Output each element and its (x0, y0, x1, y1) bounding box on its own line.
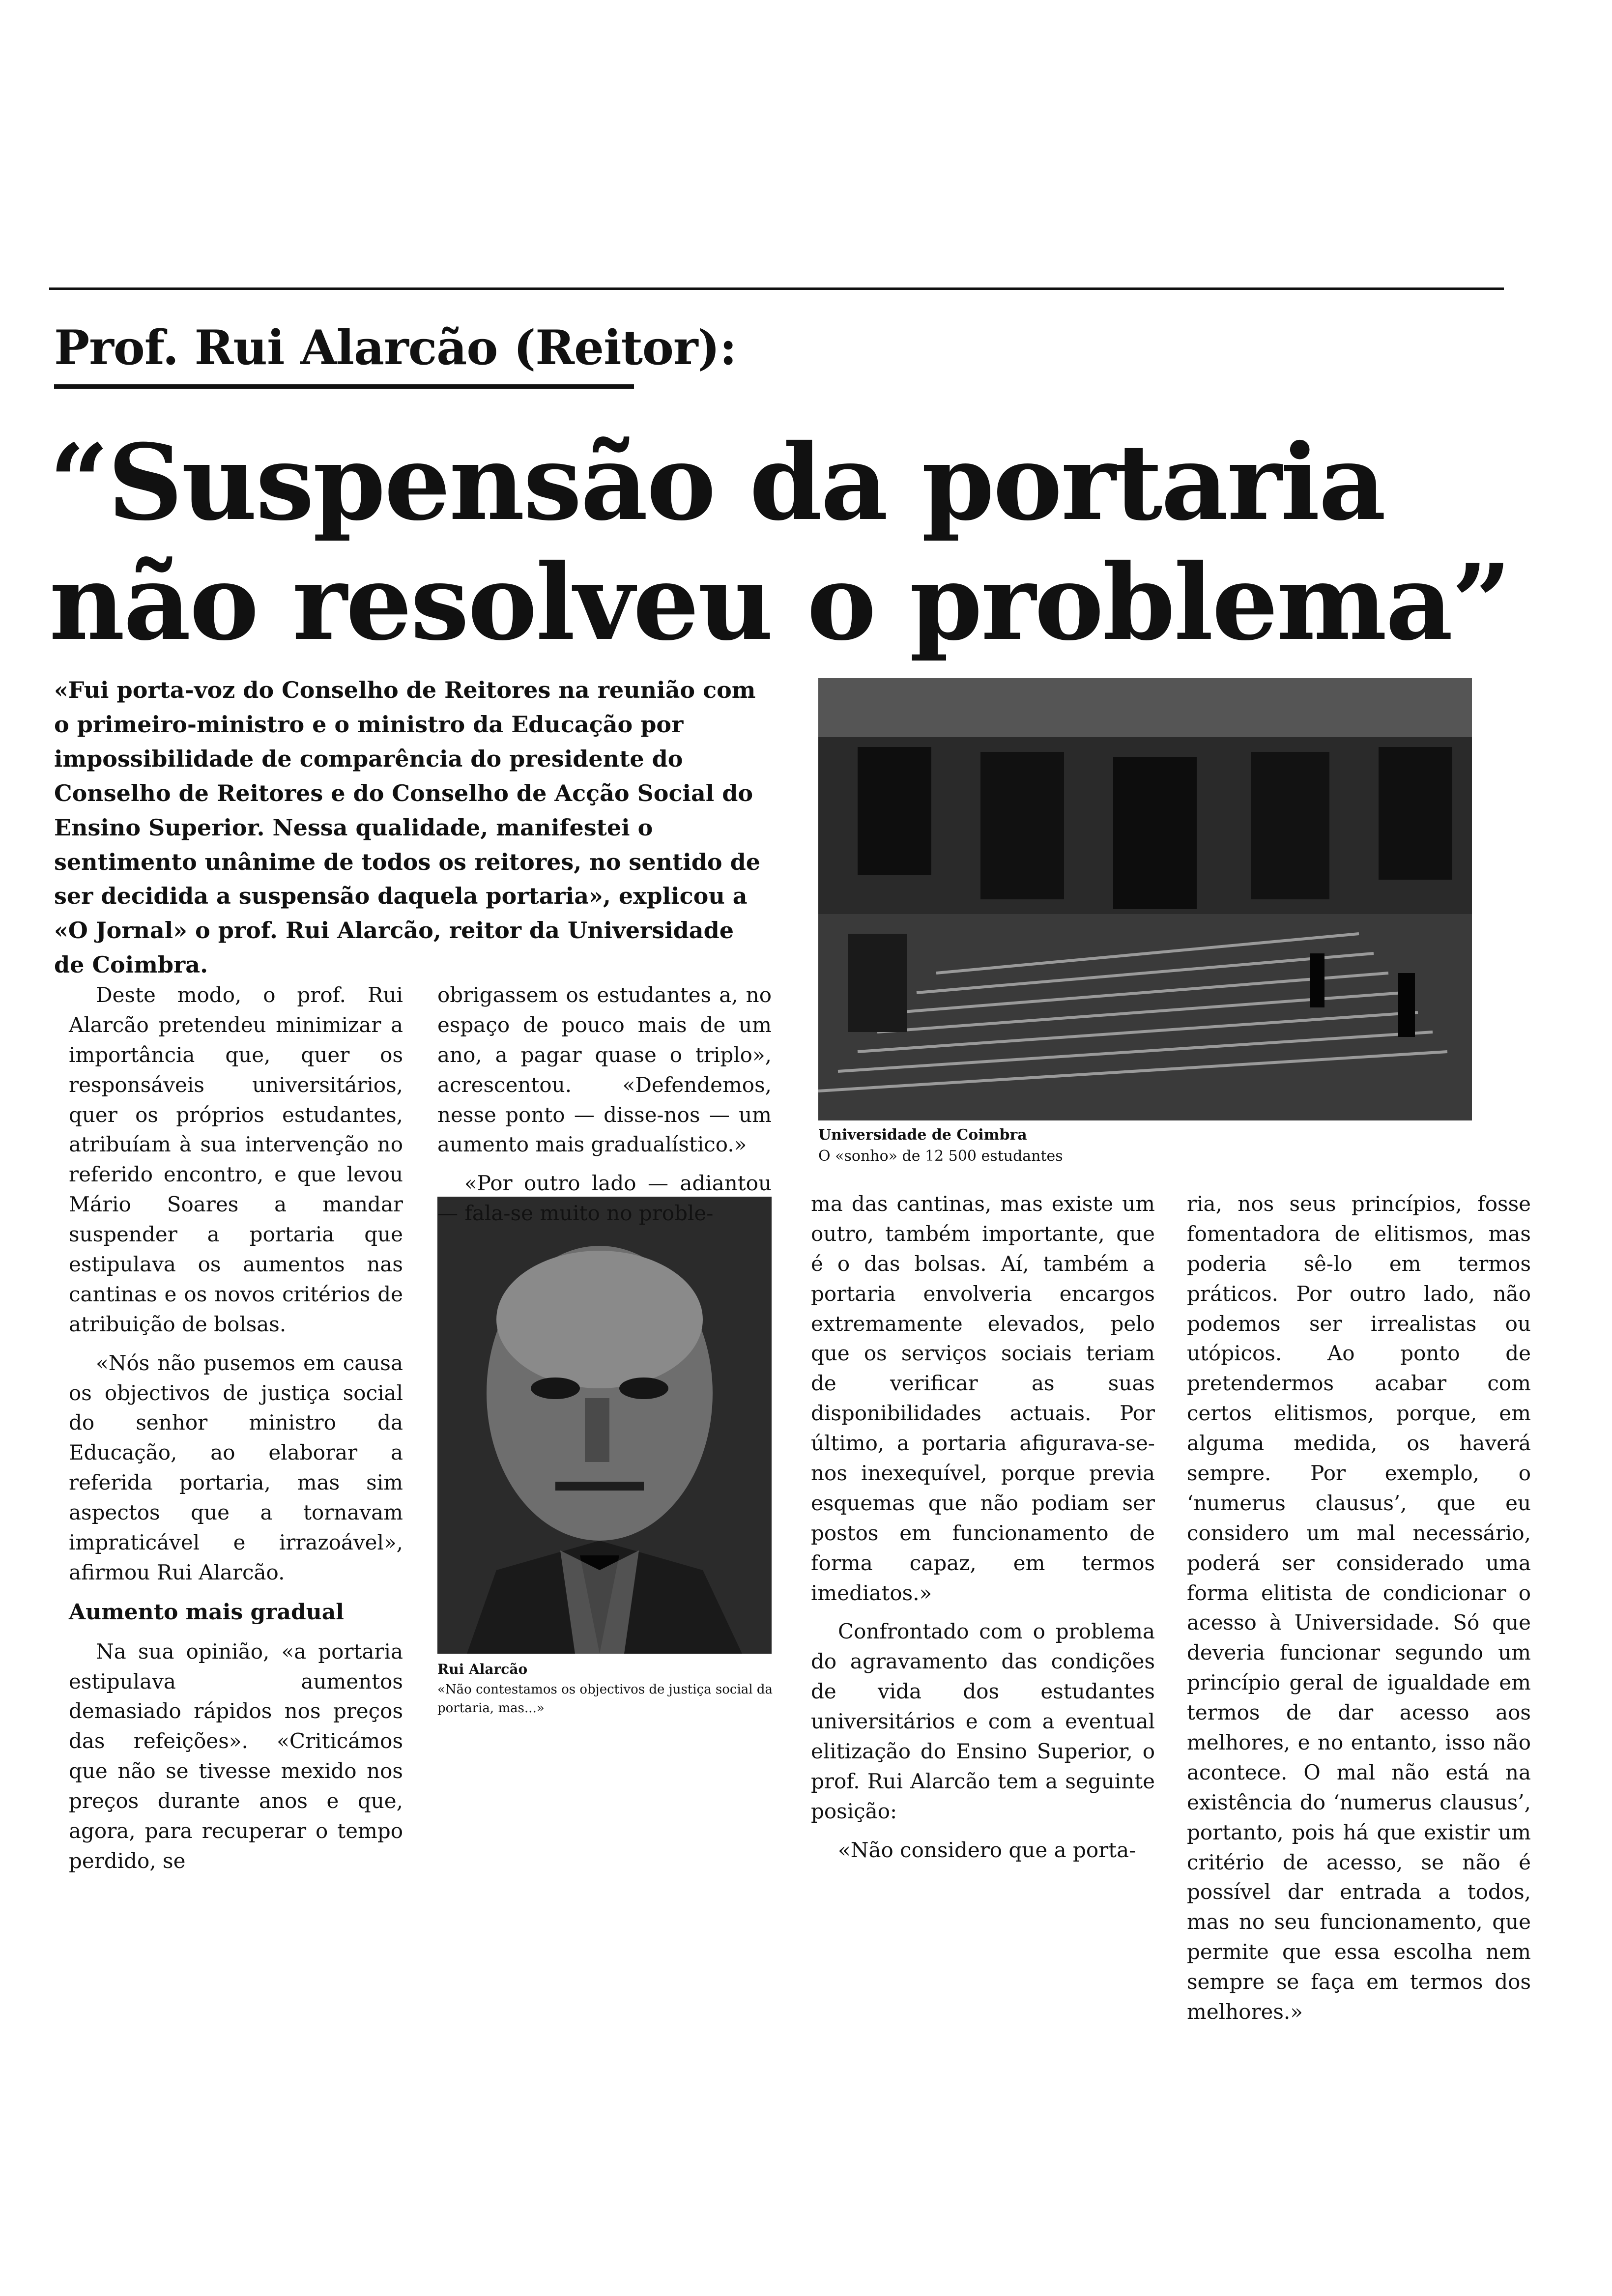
photo2-caption-title: Rui Alarcão (437, 1661, 528, 1677)
col4-paragraph-1: ria, nos seus princípios, fosse fomentadora de elitismos, mas poderia sê-lo em termos práticos. Por outro lado, não podemos ser irrealistas ou utópicos. Ao ponto de pretendermos acabar com certos elitismos, porque, em alguma medida, os haverá sempre. Por exemplo, o ‘numerus clausus’, que eu considero um mal necessário, poderá ser considerado uma forma elitista de condicionar o acesso à Universidade. Só que deveria funcionar segundo um princípio geral de igualdade em termos de dar acesso aos melhores, e no entanto, isso não acontece. O mal não está na existência do ‘numerus clausus’, portanto, pois há que existir um critério de acesso, se não é possível dar entrada a todos, mas no seu funcionamento, que permite que essa escolha nem sempre se faça em termos dos melhores.» (1187, 1192, 1531, 2024)
col2-paragraph-2: «Por outro lado — adiantou — fala-se muito no proble- (437, 1171, 772, 1226)
kicker-underline (54, 384, 634, 389)
subhead: Aumento mais gradual (69, 1599, 344, 1625)
headline-line-2: não resolveu o problema” (49, 541, 1510, 663)
col1-paragraph-2: «Nós não pusemos em causa os objectivos de justiça social do senhor ministro da Educação, ao elaborar a referida portaria, mas sim aspectos que a tornavam impraticável e irrazoável», afirmou Rui Alarcão. (69, 1350, 403, 1584)
text-column-3 (811, 1189, 1155, 1866)
text-column-1 (69, 980, 403, 1876)
university-photo (818, 678, 1472, 1120)
article-headline (49, 421, 1510, 663)
headline-line-1: “Suspensão da portaria (49, 421, 1385, 544)
photo1-caption-text: O «sonho» de 12 500 estudantes (818, 1148, 1063, 1165)
article-kicker: Prof. Rui Alarcão (Reitor): (54, 320, 737, 375)
text-column-2 (437, 980, 772, 1229)
portrait-photo (437, 1197, 772, 1654)
col1-paragraph-3: Na sua opinião, «a portaria estipulava aumentos demasiado rápidos nos preços das refeições». «Criticámos que não se tivesse mexido nos preços durante anos e que, agora, para recuperar o tempo perdido, se (69, 1639, 403, 1873)
photo2-caption-text: «Não contestamos os objectivos de justiça social da portaria, mas...» (437, 1682, 773, 1716)
col1-paragraph-1: Deste modo, o prof. Rui Alarcão pretendeu minimizar a importância que, quer os responsáveis universitários, quer os próprios estudantes, atribuíam à sua intervenção no referido encontro, e que levou Mário Soares a mandar suspender a portaria que estipulava os aumentos nas cantinas e os novos critérios de atribuição de bolsas. (69, 983, 403, 1336)
col3-paragraph-1: ma das cantinas, mas existe um outro, também importante, que é o das bolsas. Aí, também a portaria envolveria encargos extremamente elevados, pelo que os serviços sociais teriam de verificar as suas disponibilidades actuais. Por último, a portaria afigurava-se-nos inexequível, porque previa esquemas que não podiam ser postos em funcionamento de forma capaz, em termos imediatos.» (811, 1192, 1155, 1605)
text-column-4 (1187, 1189, 1531, 2027)
col3-paragraph-2: Confrontado com o problema do agravamento das condições de vida dos estudantes universitários e com a eventual elitização do Ensino Superior, o prof. Rui Alarcão tem a seguinte posição: (811, 1619, 1155, 1823)
photo1-caption-title: Universidade de Coimbra (818, 1126, 1027, 1144)
top-rule (49, 287, 1504, 290)
article-lead: «Fui porta-voz do Conselho de Reitores na reunião com o primeiro-ministro e o ministro da Educação por impossibilidade de comparência do presidente do Conselho de Reitores e do Conselho de Acção Social do Ensino Superior. Nessa qualidade, manifestei o sentimento unânime de todos os reitores, no sentido de ser decidida a suspensão daquela portaria», explicou a «O Jornal» o prof. Rui Alarcão, reitor da Universidade de Coimbra. (54, 677, 761, 978)
col2-paragraph-1: obrigassem os estudantes a, no espaço de pouco mais de um ano, a pagar quase o triplo», acrescentou. «Defendemos, nesse ponto — disse-nos — um aumento mais gradualístico.» (437, 983, 772, 1157)
col3-paragraph-3: «Não considero que a porta- (838, 1837, 1136, 1862)
